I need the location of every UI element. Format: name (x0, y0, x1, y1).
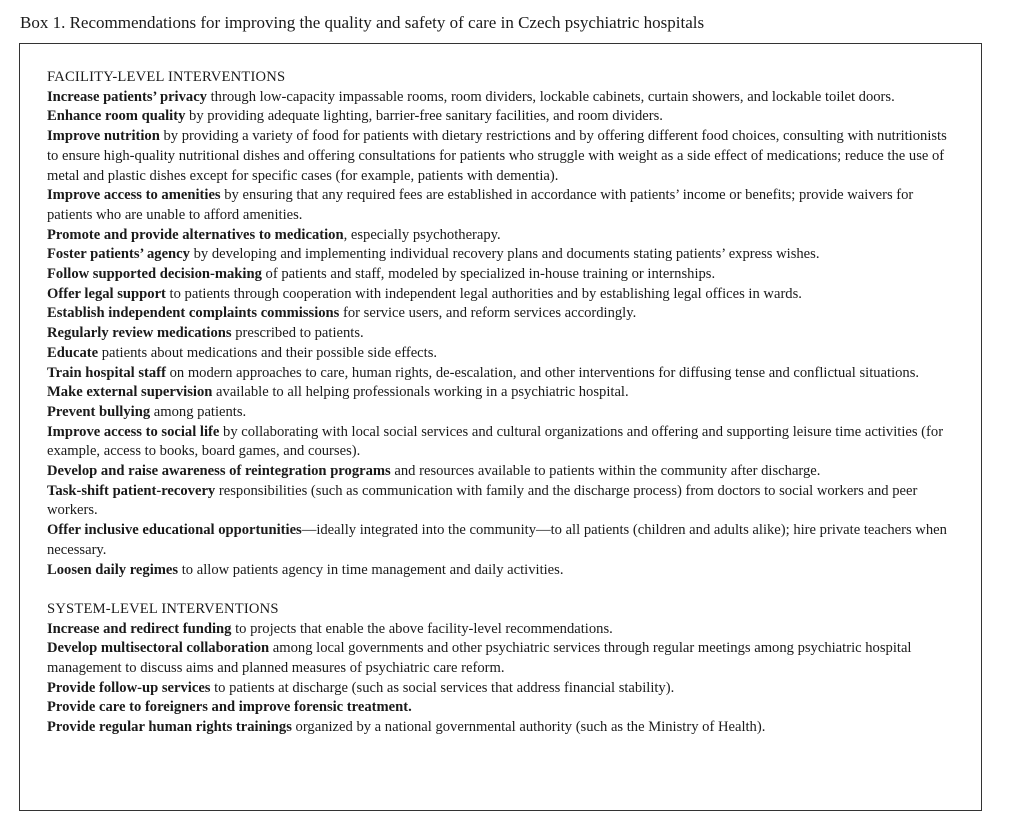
recommendation-item (47, 423, 959, 462)
recommendation-title: Provide follow-up services (47, 679, 211, 696)
recommendation-item (47, 482, 959, 521)
recommendation-item (47, 364, 959, 384)
recommendation-item (47, 285, 959, 305)
recommendation-text: —ideally integrated into the community—to all patients (children and adults alike); hire private teachers when necessary. (47, 522, 947, 558)
recommendation-text: to patients at discharge (such as social services that address financial stability). (210, 679, 675, 696)
recommendation-item (47, 107, 959, 127)
recommendation-title: Make external supervision (47, 384, 213, 401)
recommendation-text: to projects that enable the above facility-level recommendations. (231, 620, 613, 637)
recommendation-text: by collaborating with local social services and cultural organizations and offering and supporting leisure time activities (for example, access to books, board games, and courses). (47, 423, 944, 460)
recommendation-text: and resources available to patients within the community after discharge. (390, 463, 821, 480)
recommendation-title: Regularly review medications (47, 325, 232, 342)
recommendation-title: Follow supported decision-making (47, 266, 262, 283)
recommendation-item (47, 304, 959, 324)
recommendation-item (47, 226, 959, 246)
box-content (47, 68, 959, 738)
recommendation-text: among local governments and other psychiatric services through regular meetings among psychiatric hospital management to discuss aims and planned measures of psychiatric care reform. (47, 640, 912, 677)
recommendation-text: by developing and implementing individual recovery plans and documents stating patients’ express wishes. (189, 246, 820, 263)
recommendation-title: Increase patients’ privacy (47, 88, 207, 105)
box-title: Box 1. Recommendations for improving the quality and safety of care in Czech psychiatric hospitals (20, 13, 705, 32)
recommendation-item (47, 620, 959, 640)
recommendation-text: by providing adequate lighting, barrier-free sanitary facilities, and room dividers. (185, 108, 663, 125)
recommendation-item (47, 639, 959, 678)
recommendation-item (47, 186, 959, 225)
recommendation-title: Improve nutrition (47, 128, 160, 145)
recommendation-item (47, 88, 959, 108)
recommendation-item (47, 344, 959, 364)
recommendation-text: to allow patients agency in time management and daily activities. (178, 561, 564, 578)
recommendation-title: Train hospital staff (47, 364, 166, 381)
recommendation-title: Establish independent complaints commissions (47, 305, 340, 322)
recommendation-title: Develop multisectoral collaboration (47, 640, 270, 657)
recommendation-text: responsibilities (such as communication with family and the discharge process) from doctors to social workers and peer workers. (47, 482, 918, 519)
recommendation-item (47, 127, 959, 186)
recommendation-text: by ensuring that any required fees are established in accordance with patients’ income or benefits; provide waivers for patients who are unable to afford amenities. (47, 187, 914, 223)
recommendation-title: Enhance room quality (47, 108, 186, 125)
recommendation-item (47, 521, 959, 560)
recommendation-title: Provide regular human rights trainings (47, 719, 292, 736)
recommendation-title: Foster patients’ agency (47, 246, 190, 263)
recommendation-text: organized by a national governmental authority (such as the Ministry of Health). (291, 719, 766, 736)
section-heading: FACILITY-LEVEL INTERVENTIONS (47, 69, 286, 85)
recommendation-text: of patients and staff, modeled by specialized in-house training or internships. (261, 266, 716, 283)
recommendation-title: Task-shift patient-recovery (47, 482, 216, 499)
recommendation-text: through low-capacity impassable rooms, room dividers, lockable cabinets, curtain showers, and lockable toilet doors. (206, 88, 895, 105)
recommendation-text: prescribed to patients. (231, 325, 364, 342)
recommendation-title: Loosen daily regimes (47, 561, 179, 578)
recommendation-title: Offer legal support (47, 285, 166, 302)
recommendation-text: , especially psychotherapy. (343, 226, 501, 243)
recommendation-item (47, 679, 959, 699)
recommendation-item (47, 403, 959, 423)
recommendation-item (47, 245, 959, 265)
recommendation-text: among patients. (150, 403, 247, 420)
recommendation-item (47, 265, 959, 285)
section-gap (47, 580, 959, 600)
recommendation-item (47, 561, 959, 581)
recommendation-title: Promote and provide alternatives to medication (47, 226, 344, 243)
recommendation-item (47, 718, 959, 738)
recommendation-title: Develop and raise awareness of reintegration programs (47, 463, 391, 480)
section-heading: SYSTEM-LEVEL INTERVENTIONS (47, 600, 279, 617)
recommendation-title: Increase and redirect funding (47, 620, 232, 637)
recommendation-item (47, 462, 959, 482)
recommendation-text: for service users, and reform services accordingly. (339, 305, 637, 322)
recommendation-title: Offer inclusive educational opportunities (47, 522, 302, 539)
recommendation-text: available to all helping professionals working in a psychiatric hospital. (212, 384, 629, 401)
recommendation-title: Prevent bullying (47, 403, 151, 420)
recommendation-title: Improve access to amenities (47, 187, 221, 204)
recommendation-text: patients about medications and their possible side effects. (98, 344, 438, 361)
recommendation-title: Provide care to foreigners and improve forensic treatment. (47, 699, 412, 716)
recommendation-item (47, 698, 959, 718)
recommendation-title: Improve access to social life (47, 423, 220, 440)
recommendation-item (47, 324, 959, 344)
recommendation-text: to patients through cooperation with independent legal authorities and by establishing legal offices in wards. (165, 285, 802, 302)
recommendation-item (47, 383, 959, 403)
recommendation-text: on modern approaches to care, human rights, de-escalation, and other interventions for diffusing tense and conflictual situations. (165, 364, 920, 381)
recommendation-title: Educate (47, 344, 99, 361)
recommendation-text: by providing a variety of food for patients with dietary restrictions and by offering different food choices, consulting with nutritionists to ensure high-quality nutritional dishes and offering consultations for patients who struggle with weight as a side effect of medications; reduce the use of metal and plastic dishes except for specific cases (for example, patients with dementia). (47, 128, 947, 184)
